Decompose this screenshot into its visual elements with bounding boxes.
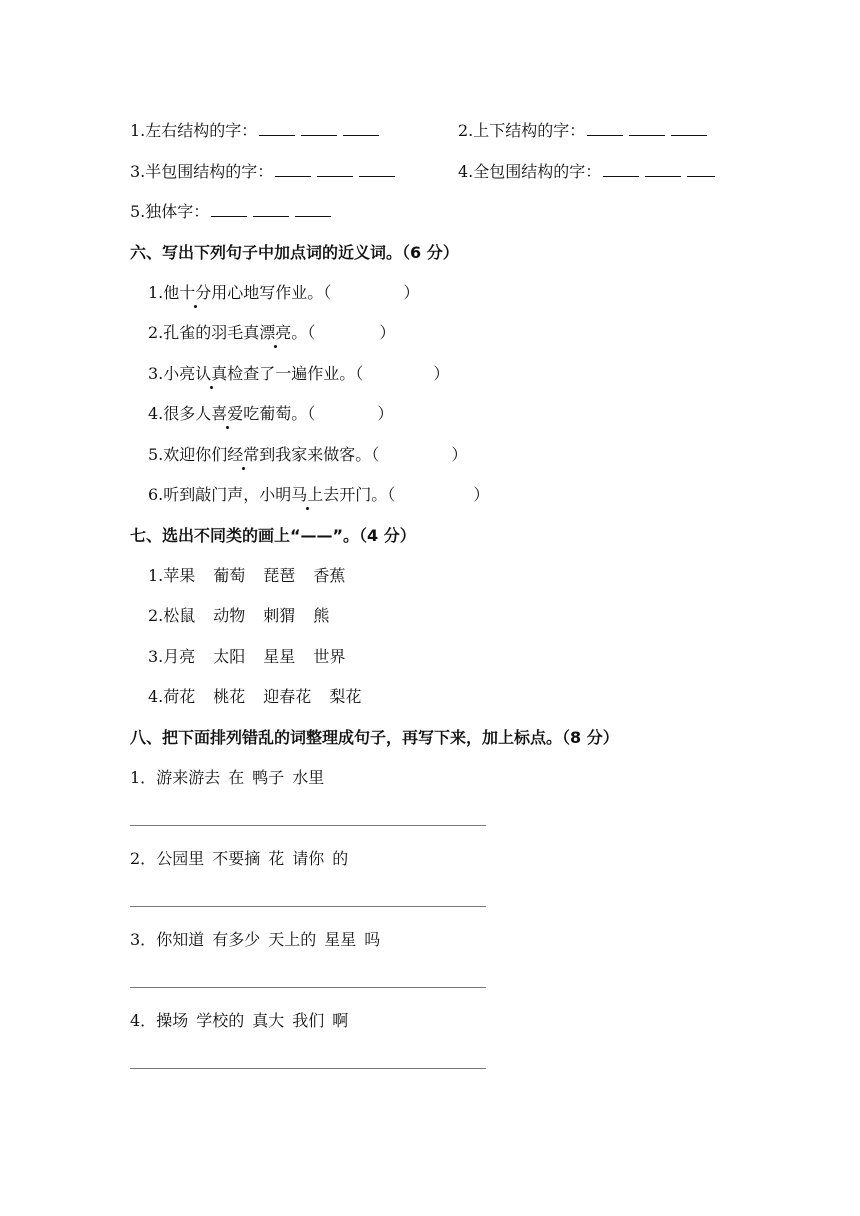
answer-blank[interactable] <box>253 202 289 217</box>
scrambled-word: 有多少 <box>212 930 261 949</box>
structure-label: 5.独体字： <box>130 202 210 221</box>
choice-word[interactable]: 刺猬 <box>263 606 296 625</box>
dotted-word: 认真 <box>195 364 228 383</box>
dotted-word: 马上 <box>291 485 324 504</box>
answer-line[interactable] <box>130 825 486 826</box>
answer-blank[interactable] <box>629 121 665 136</box>
answer-blank[interactable] <box>603 162 639 177</box>
choice-word[interactable]: 葡萄 <box>213 566 246 585</box>
answer-blank[interactable] <box>317 162 353 177</box>
scrambled-word: 鸭子 <box>252 768 285 787</box>
synonym-item-3: 3.小亮认真检查了一遍作业。（ ） <box>148 364 450 383</box>
structure-item-1 <box>130 120 385 142</box>
scrambled-word: 操场 <box>156 1011 189 1030</box>
synonym-item-6: 6.听到敲门声，小明马上去开门。（ ） <box>148 485 490 504</box>
structure-item-4 <box>458 161 721 183</box>
choice-word[interactable]: 桃花 <box>213 687 246 706</box>
answer-blank[interactable] <box>259 121 295 136</box>
choice-word[interactable]: 香蕉 <box>313 566 346 585</box>
answer-line[interactable] <box>130 1068 486 1069</box>
structure-label: 2.上下结构的字： <box>458 121 586 140</box>
answer-blank[interactable] <box>275 162 311 177</box>
answer-blank[interactable] <box>343 121 379 136</box>
scrambled-word: 啊 <box>332 1011 349 1030</box>
choice-word[interactable]: 世界 <box>313 647 346 666</box>
answer-blank[interactable] <box>295 202 331 217</box>
choice-word[interactable]: 荷花 <box>163 687 196 706</box>
scrambled-word: 请你 <box>292 849 325 868</box>
synonym-item-1: 1.他十分用心地写作业。（ ） <box>148 283 420 302</box>
scrambled-word: 不要摘 <box>212 849 261 868</box>
structure-label: 4.全包围结构的字： <box>458 162 602 181</box>
scrambled-word: 在 <box>228 768 245 787</box>
choice-word[interactable]: 太阳 <box>213 647 246 666</box>
section7-title: 七、选出不同类的画上“——”。（4 分） <box>130 526 416 545</box>
synonym-item-2: 2.孔雀的羽毛真漂亮。（ ） <box>148 323 396 342</box>
answer-blank[interactable] <box>359 162 395 177</box>
structure-item-2 <box>458 120 713 142</box>
answer-blank[interactable] <box>301 121 337 136</box>
scrambled-word: 学校的 <box>196 1011 245 1030</box>
scrambled-word: 花 <box>268 849 285 868</box>
synonym-item-5: 5.欢迎你们经常到我家来做客。（ ） <box>148 445 468 464</box>
scrambled-word: 我们 <box>292 1011 325 1030</box>
dotted-word: 喜爱 <box>211 404 244 423</box>
choice-word[interactable]: 松鼠 <box>163 606 196 625</box>
scrambled-word: 星星 <box>324 930 357 949</box>
synonym-item-4: 4.很多人喜爱吃葡萄。（ ） <box>148 404 394 423</box>
choice-word[interactable]: 苹果 <box>163 566 196 585</box>
dotted-word: 经常 <box>227 445 260 464</box>
scrambled-word: 你知道 <box>156 930 205 949</box>
answer-blank[interactable] <box>211 202 247 217</box>
scrambled-word: 天上的 <box>268 930 317 949</box>
scrambled-word: 的 <box>332 849 349 868</box>
answer-blank[interactable] <box>587 121 623 136</box>
structure-item-5 <box>130 201 337 223</box>
scrambled-word: 真大 <box>252 1011 285 1030</box>
choice-word[interactable]: 琵琶 <box>263 566 296 585</box>
choice-word[interactable]: 熊 <box>313 606 330 625</box>
classify-item-3: 3.月亮 太阳 星星 世界 <box>148 647 346 666</box>
answer-blank[interactable] <box>687 162 715 177</box>
reorder-item-2: 2．公园里 不要摘 花 请你 的 <box>130 849 349 868</box>
dotted-word: 漂亮 <box>259 323 292 342</box>
structure-label: 3.半包围结构的字： <box>130 162 274 181</box>
structure-label: 1.左右结构的字： <box>130 121 258 140</box>
scrambled-word: 游来游去 <box>156 768 221 787</box>
classify-item-4: 4.荷花 桃花 迎春花 梨花 <box>148 687 362 706</box>
classify-item-1: 1.苹果 葡萄 琵琶 香蕉 <box>148 566 346 585</box>
section6-title: 六、写出下列句子中加点词的近义词。（6 分） <box>130 243 459 262</box>
scrambled-word: 吗 <box>364 930 381 949</box>
answer-blank[interactable] <box>671 121 707 136</box>
reorder-item-3: 3．你知道 有多少 天上的 星星 吗 <box>130 930 381 949</box>
classify-item-2: 2.松鼠 动物 刺猬 熊 <box>148 606 330 625</box>
choice-word[interactable]: 迎春花 <box>263 687 312 706</box>
answer-line[interactable] <box>130 987 486 988</box>
choice-word[interactable]: 动物 <box>213 606 246 625</box>
choice-word[interactable]: 月亮 <box>163 647 196 666</box>
answer-line[interactable] <box>130 906 486 907</box>
dotted-word: 十分 <box>179 283 212 302</box>
answer-blank[interactable] <box>645 162 681 177</box>
reorder-item-4: 4．操场 学校的 真大 我们 啊 <box>130 1011 349 1030</box>
scrambled-word: 水里 <box>292 768 325 787</box>
choice-word[interactable]: 梨花 <box>329 687 362 706</box>
choice-word[interactable]: 星星 <box>263 647 296 666</box>
structure-item-3 <box>130 161 401 183</box>
section8-title: 八、把下面排列错乱的词整理成句子，再写下来，加上标点。（8 分） <box>130 728 619 747</box>
scrambled-word: 公园里 <box>156 849 205 868</box>
reorder-item-1: 1．游来游去 在 鸭子 水里 <box>130 768 325 787</box>
